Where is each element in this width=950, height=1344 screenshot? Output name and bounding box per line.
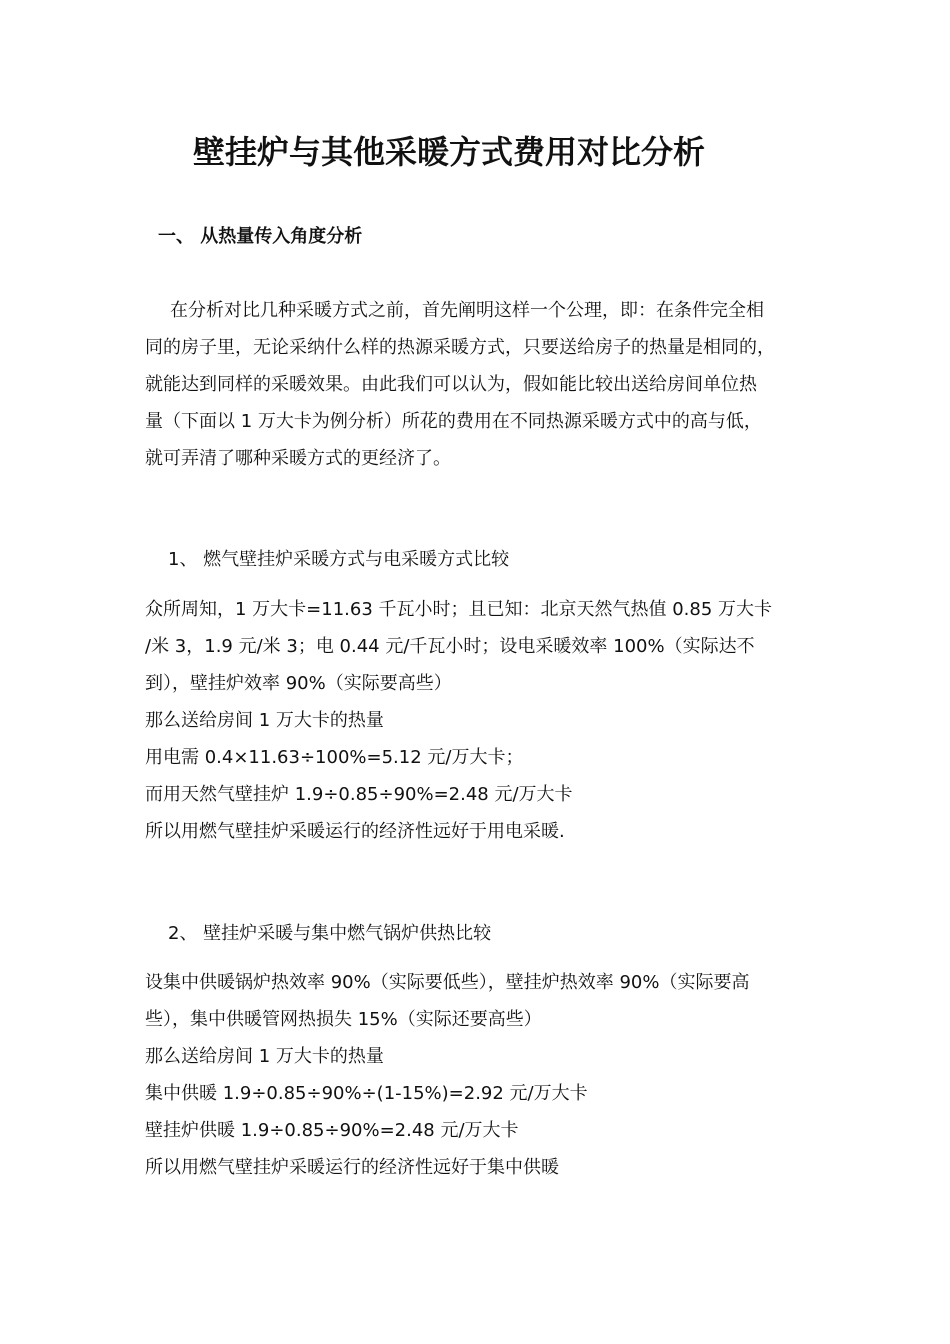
paragraph-line: 设集中供暖锅炉热效率 90%（实际要低些），壁挂炉热效率 90%（实际要高 [145,972,750,993]
subsection-heading-1: 1、 燃气壁挂炉采暖方式与电采暖方式比较 [168,549,510,570]
paragraph-line: 就能达到同样的采暖效果。由此我们可以认为，假如能比较出送给房间单位热 [145,374,757,395]
paragraph-line: 同的房子里，无论采纳什么样的热源采暖方式，只要送给房子的热量是相同的， [145,337,775,358]
paragraph-line: 用电需 0.4×11.63÷100%=5.12 元/万大卡； [145,747,524,768]
paragraph-line: 些），集中供暖管网热损失 15%（实际还要高些） [145,1009,542,1030]
paragraph-line: /米 3，1.9 元/米 3；电 0.44 元/千瓦小时；设电采暖效率 100%（实际达不 [145,636,755,657]
paragraph-line: 到），壁挂炉效率 90%（实际要高些） [145,673,452,694]
paragraph-line: 那么送给房间 1 万大卡的热量 [145,710,384,731]
paragraph-line: 所以用燃气壁挂炉采暖运行的经济性远好于集中供暖 [145,1157,559,1178]
subsection-heading-2: 2、 壁挂炉采暖与集中燃气锅炉供热比较 [168,923,492,944]
section-heading-1: 一、 从热量传入角度分析 [158,226,363,247]
paragraph-line: 就可弄清了哪种采暖方式的更经济了。 [145,448,451,469]
paragraph-line: 而用天然气壁挂炉 1.9÷0.85÷90%=2.48 元/万大卡 [145,784,573,805]
subsection-2-body [145,964,815,1186]
paragraph-line: 所以用燃气壁挂炉采暖运行的经济性远好于用电采暖. [145,821,565,842]
paragraph-line: 量（下面以 1 万大卡为例分析）所花的费用在不同热源采暖方式中的高与低， [145,411,762,432]
subsection-1-body [145,591,815,850]
paragraph-line: 众所周知，1 万大卡=11.63 千瓦小时；且已知：北京天然气热值 0.85 万大卡 [145,599,773,620]
paragraph-line: 壁挂炉供暖 1.9÷0.85÷90%=2.48 元/万大卡 [145,1120,519,1141]
intro-paragraph [145,292,815,477]
paragraph-line: 那么送给房间 1 万大卡的热量 [145,1046,384,1067]
paragraph-line: 在分析对比几种采暖方式之前，首先阐明这样一个公理，即：在条件完全相 [170,300,764,321]
document-title: 壁挂炉与其他采暖方式费用对比分析 [193,133,706,171]
paragraph-line: 集中供暖 1.9÷0.85÷90%÷(1-15%)=2.92 元/万大卡 [145,1083,588,1104]
